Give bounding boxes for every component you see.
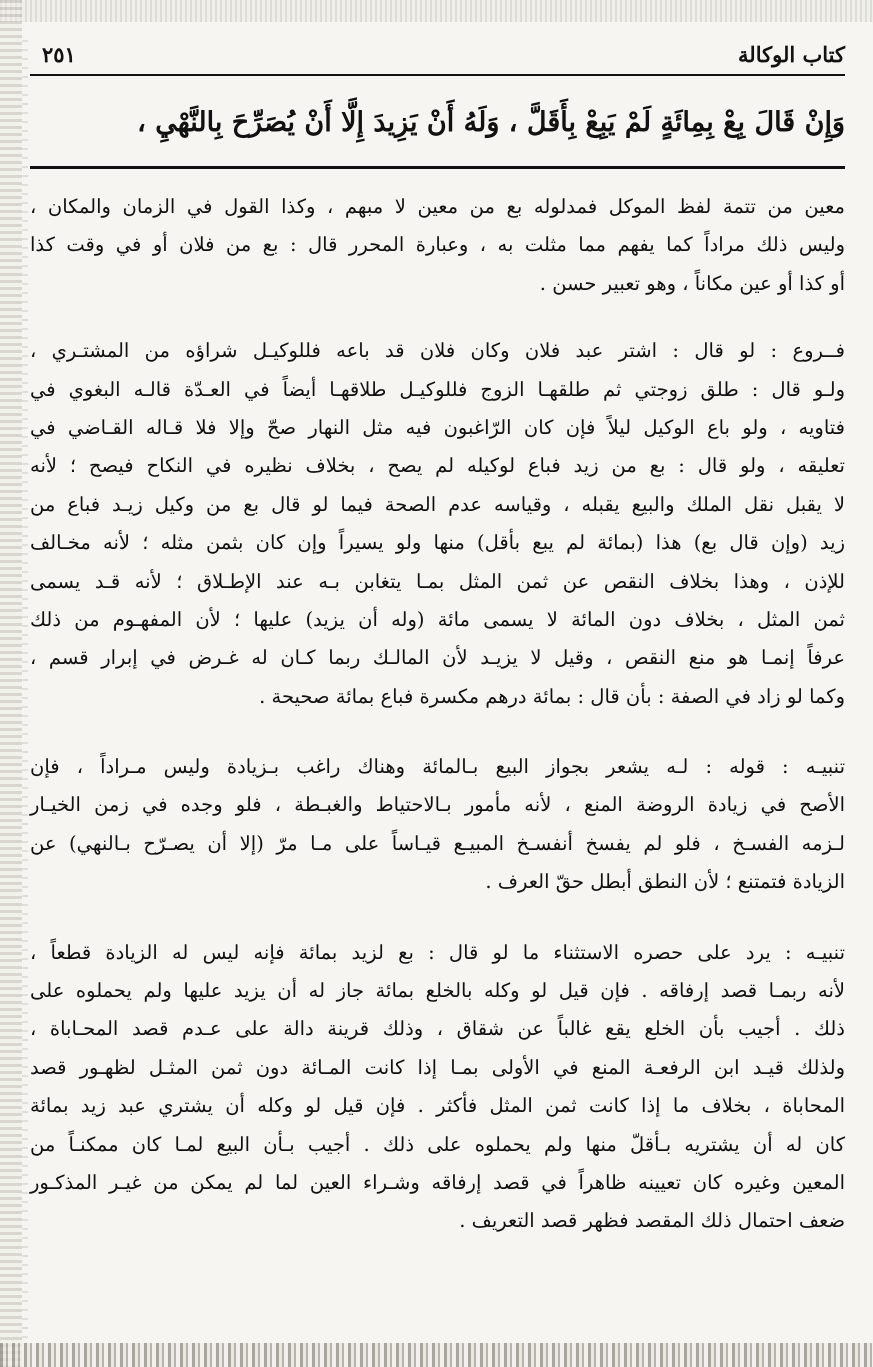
header-rule bbox=[30, 74, 845, 76]
paragraph-gap bbox=[30, 303, 845, 332]
matn-text: وَإِنْ قَالَ بِعْ بِمِائَةٍ لَمْ يَبِعْ بِأَقَلَّ ، وَلَهُ أَنْ يَزِيدَ إِلَّا أَنْ يُصَرِّحَ بِالنَّهْيِ ، bbox=[137, 107, 845, 138]
text-line: معين من تتمة لفظ الموكل فمدلوله بع من معين لا مبهم ، وكذا القول في الزمان والمكان ، bbox=[30, 195, 845, 218]
scan-edge-left bbox=[0, 0, 22, 1367]
text-line: لـزمه الفسـخ ، فلو لم يفسخ أنفسـخ المبيـع قيـاساً على مـا مرّ (إلا أن يصـرّح بـالنهي) عن bbox=[30, 831, 845, 855]
text-line: فتاويه ، ولو باع الوكيل ليلاً فإن كان الرّاغبون فيه مثل النهار صحّ وإلا فلا قـاله القـاضي في bbox=[30, 415, 845, 439]
paragraph-intro bbox=[30, 188, 845, 303]
text-line: ولـو قال : طلق زوجتي ثم طلقهـا الزوج فللوكيـل طلاقهـا أيضاً في العـدّة قالـه البغوي في bbox=[30, 377, 845, 401]
paragraph-gap bbox=[30, 902, 845, 934]
running-header bbox=[30, 36, 845, 74]
text-line: ضعف احتمال ذلك المقصد فظهر قصد التعريف . bbox=[459, 1209, 845, 1233]
text-line: للإذن ، وهذا بخلاف النقص عن ثمن المثل بمـا يتغابن بـه عند الإطـلاق ؛ لأنه قـد يسمى bbox=[30, 569, 845, 593]
commentary-body bbox=[30, 188, 845, 1241]
text-line: تنبيـه : يرد على حصره الاستثناء ما لو قال : بع لزيد بمائة فإنه ليس له الزيادة قطعاً ، bbox=[30, 940, 845, 964]
text-line: ذلك . أجيب بأن الخلع يقع غالباً عن شقاق ، وذلك قرينة دالة على عـدم قصد المحـاباة ، bbox=[30, 1017, 845, 1041]
scan-edge-bottom bbox=[0, 1343, 873, 1367]
page-number: ٢٥١ bbox=[42, 42, 76, 67]
paragraph-gap bbox=[30, 716, 845, 748]
paragraph-tanbih-2 bbox=[30, 934, 845, 1241]
text-line: الزيادة فتمتنع ؛ لأن النطق أبطل حقّ العرف . bbox=[485, 870, 845, 894]
text-line: زيد (وإن قال بع) هذا (بمائة لم يبع بأقل) منها ولو يسيراً وإن كان بثمن مثله ؛ لأنه مخـالف bbox=[30, 531, 845, 555]
text-line: ثمن المثل ، بخلاف دون المائة لا يسمى مائة (وله أن يزيد) عليها ؛ لأن المفهـوم من ذلك bbox=[30, 607, 845, 631]
text-line: وليس ذلك مراداً كما يفهم مما مثلت به ، وعبارة المحرر قال : بع من فلان أو في وقت كذا bbox=[30, 233, 845, 257]
text-line: أو كذا أو عين مكاناً ، وهو تعبير حسن . bbox=[539, 271, 845, 295]
text-line: تنبيـه : قوله : لـه يشعر بجواز البيع بـالمائة وهناك راغب بـزيادة وليس مـراداً ، فإن bbox=[30, 755, 845, 779]
text-line: كان له أن يشتريه بـأقلّ منها ولم يحملوه على ذلك . أجيب بـأن البيع لمـا كان ممكنـاً من bbox=[30, 1132, 845, 1156]
chapter-title: كتاب الوكالة bbox=[738, 42, 845, 67]
text-line: المعين وغيره كان تعيينه ظاهراً في قصد إرفاقه وشـراء العين لما لم يمكن من غيـر المذكـور bbox=[30, 1170, 845, 1194]
text-line: الأصح في زيادة الروضة المنع ، لأنه مأمور بـالاحتياط والغبـطة ، فلو وجده في زمن الخيـار bbox=[30, 793, 845, 817]
text-line: المحاباة ، بخلاف ما إذا كانت ثمن المثل فأكثر . فإن قيل لو وكله أن يشتري عبد زيد بمائة bbox=[30, 1094, 845, 1118]
scan-edge-top bbox=[0, 0, 873, 22]
text-line: لا يقبل نقل الملك والبيع يقبله ، وقياسه عدم الصحة فيما لو قال بع من وكيل زيـد فباع من bbox=[30, 492, 845, 516]
matn-separator-rule bbox=[30, 166, 845, 169]
text-line: تعليقه ، ولو قال : بع من زيد فباع لوكيله لم يصح ، بخلاف نظيره في النكاح فيصح ؛ لأنه bbox=[30, 454, 845, 478]
paragraph-furu bbox=[30, 332, 845, 716]
scan-edge-left-inner bbox=[22, 40, 28, 1340]
text-line: فــروع : لو قال : اشتر عبد فلان وكان فلان قد باعه فللوكيـل شراؤه من المشتـري ، bbox=[30, 339, 845, 363]
text-line: ولذلك قيـد ابن الرفعـة المنع في الأولى بمـا إذا كانت المـائة دون ثمن المثـل لظهـور قصد bbox=[30, 1055, 845, 1079]
text-line: وكما لو زاد في الصفة : بأن قال : بمائة درهم مكسرة فباع بمائة صحيحة . bbox=[259, 684, 845, 708]
text-line: عرفاً إنمـا هو منع النقص ، وقيل لا يزيـد لأن المالـك ربما كـان له غـرض في إبرار قسم ، bbox=[30, 646, 845, 670]
paragraph-tanbih-1 bbox=[30, 748, 845, 902]
text-line: لأنه ربمـا قصد إرفاقه . فإن قيل لو وكله بالخلع بمائة جاز له أن يزيد عليها ولم يحملوه على bbox=[30, 979, 845, 1003]
